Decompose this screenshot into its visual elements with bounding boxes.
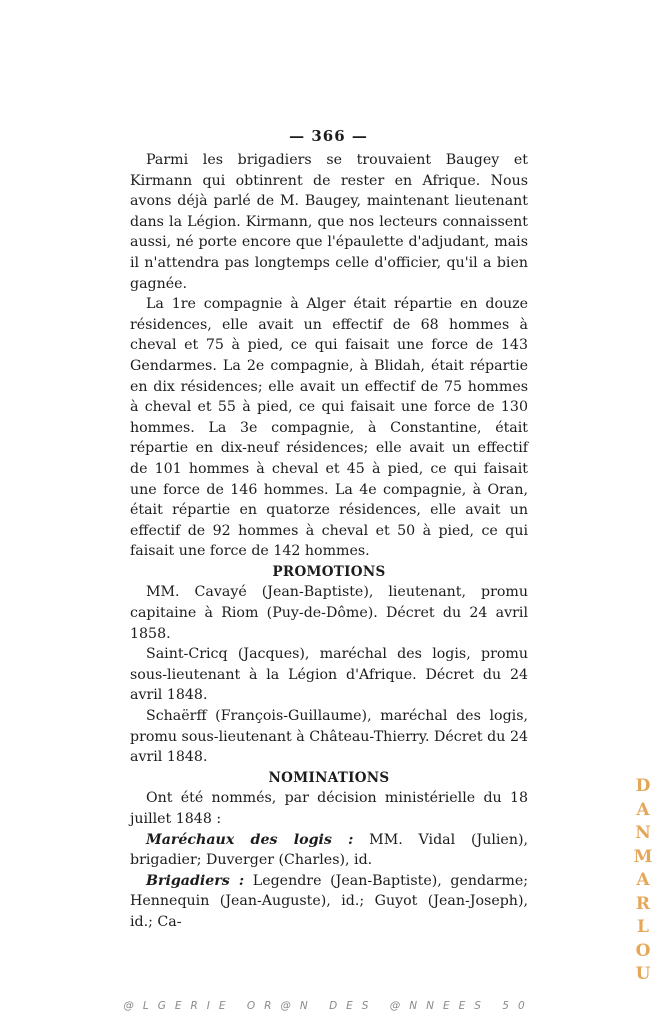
- side-watermark: [632, 775, 654, 987]
- promotion-schaerff: Schaërff (François-Guillaume), maréchal des logis, promu sous-lieutenant à Château-Thierry. Décret du 24 avril 1848.: [130, 708, 528, 766]
- brigadiers-text: Legendre (Jean-Baptiste), gendarme; Hennequin (Jean-Auguste), id.; Guyot (Jean-Joseph), id.; Ca-: [130, 872, 528, 930]
- promotion-saint-cricq: Saint-Cricq (Jacques), maréchal des logis, promu sous-lieutenant à la Légion d'Afrique. Décret du 24 avril 1848.: [130, 646, 528, 704]
- side-watermark-letter: A: [636, 870, 650, 890]
- side-watermark-letter: M: [633, 846, 653, 867]
- nominations-marechaux: [130, 830, 528, 871]
- side-watermark-letter: R: [635, 893, 651, 914]
- nominations-brigadiers: [130, 871, 528, 933]
- nominations-heading: NOMINATIONS: [268, 769, 390, 786]
- promotions-heading: PROMOTIONS: [272, 563, 386, 580]
- side-watermark-letter: A: [636, 799, 650, 820]
- footer-watermark: @LGERIE OR@N DES @NNEES 50: [123, 1000, 534, 1012]
- side-watermark-letter: O: [635, 940, 651, 961]
- brigadiers-label: Brigadiers :: [146, 872, 245, 889]
- side-watermark-letter: U: [635, 964, 651, 984]
- nominations-intro: Ont été nommés, par décision ministérielle du 18 juillet 1848 :: [130, 790, 528, 827]
- side-watermark-letter: N: [635, 823, 651, 843]
- marechaux-label: Maréchaux des logis :: [146, 831, 354, 848]
- paragraph-compagnies: La 1re compagnie à Alger était répartie en douze résidences, elle avait un effectif de 68 hommes à cheval et 75 à pied, ce qui faisait une force de 143 Gendarmes. La 2e compagnie, à Blidah, était répartie en dix résidences; elle avait un effectif de 75 hommes à cheval et 55 à pied, ce qui faisait une force de 130 hommes. La 3e compagnie, à Constantine, était répartie en dix-neuf résidences; elle avait un effectif de 101 hommes à cheval et 45 à pied, ce qui faisait une force de 146 hommes. La 4e compagnie, à Oran, était répartie en quatorze résidences, elle avait un effectif de 92 hommes à cheval et 50 à pied, ce qui faisait une force de 142 hommes.: [130, 296, 528, 560]
- side-watermark-letter: L: [637, 917, 649, 937]
- marechaux-text: MM. Vidal (Julien), brigadier; Duverger (Charles), id.: [130, 831, 528, 869]
- side-watermark-letter: D: [635, 776, 651, 796]
- promotion-cavaye: MM. Cavayé (Jean-Baptiste), lieutenant, promu capitaine à Riom (Puy-de-Dôme). Décret du 24 avril 1858.: [130, 584, 528, 642]
- paragraph-brigadiers: Parmi les brigadiers se trouvaient Baugey et Kirmann qui obtinrent de rester en Afrique. Nous avons déjà parlé de M. Baugey, maintenant lieutenant dans la Légion. Kirmann, que nos lecteurs connaissent aussi, né porte encore que l'épaulette d'adjudant, mais il n'attendra pas longtemps celle d'officier, qu'il a bien gagnée.: [130, 152, 528, 292]
- page-body: [130, 150, 528, 933]
- page-number: — 366 —: [289, 127, 368, 145]
